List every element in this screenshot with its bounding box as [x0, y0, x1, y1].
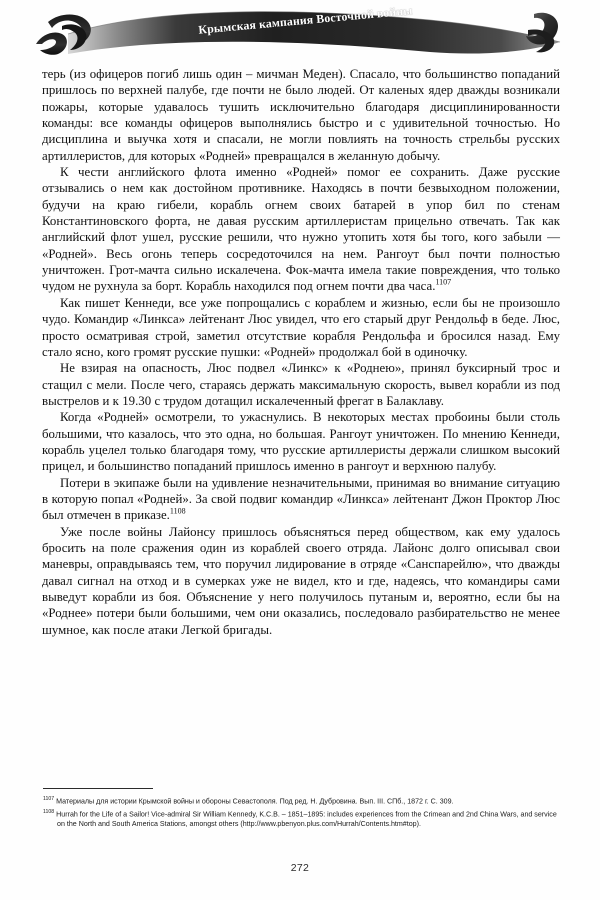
paragraph-towline — [42, 360, 560, 409]
paragraph-text: К чести английского флота именно «Родней» помог ее сохранить. Даже русские отзывались о нем как достойном противнике. Находясь в почти безвыходном положении, будучи на краю гибели, корабль огнем своих батарей в упор бил по стенам Константиновского форта, не давая русским артиллеристам прицельно отвечать. Так как английский флот ушел, русские решили, что нужно утопить хотя бы того, кого забыли — «Родней». Весь огонь теперь сосредоточился на нем. Рангоут был почти полностью уничтожен. Грот-мачта сильно искалечена. Фок-мачта имела такие повреждения, что только чудом не рухнула за борт. Корабль находился под огнем почти два часа. — [42, 165, 560, 294]
paragraph-inspection — [42, 409, 560, 474]
paragraph-continued — [42, 66, 560, 164]
ribbon-band — [68, 12, 560, 54]
paragraph-text: Не взирая на опасность, Люс подвел «Линкс» к «Роднею», принял буксирный трос и стащил с мели. После чего, стараясь держать максимальную скорость, вывел корабли из под выстрелов и к 19.30 с трудом дотащил искалеченный фрегат в Балаклаву. — [42, 361, 560, 408]
footnote-text: Материалы для истории Крымской войны и обороны Севастополя. Под ред. Н. Дубровина. Вып. III. СПб., 1872 г. С. 309. — [56, 797, 454, 806]
footnote-number: 1107 — [43, 796, 55, 802]
ribbon-banner-graphic — [0, 0, 600, 62]
paragraph-text: Потери в экипаже были на удивление незначительными, принимая во внимание ситуацию в которую попал «Родней». За свой подвиг командир «Линкса» лейтенант Джон Проктор Люс был отмечен в приказе. — [42, 475, 560, 523]
page-header-banner — [0, 0, 600, 62]
paragraph-casualties — [42, 475, 560, 524]
footnote-ref-1107[interactable]: 1107 — [435, 278, 452, 288]
paragraph-text: Уже после войны Лайонсу пришлось объясняться перед обществом, как ему удалось бросить на поле сражения один из кораблей своего отряда. Лайонс долго описывал свои маневры, оправдываясь тем, что поручил лидирование в отряде «Санспарейлю», что дважды давал сигнал на отход и в сумерках уже не видел, кто и где, надеясь, что командиры сами выведут корабли из боя. Объяснение у него получилось путаным и, вероятно, если бы на «Роднее» потери были большими, чем они оказались, последовало разбирательство не менее шумное, как после атаки Легкой бригады. — [42, 524, 560, 637]
paragraph-text: Как пишет Кеннеди, все уже попрощались с кораблем и жизнью, если бы не произошло чудо. Командир «Линкса» лейтенант Люс увидел, что его старый друг Рендольф в беде. Люс, просто осматривая строй, заметил отсутствие корабля Рендольфа и бросился назад. Ему стало ясно, кого громят русские пушки: «Родней» продолжал бой в одиночку. — [42, 295, 560, 359]
page-body — [42, 66, 560, 638]
footnote-list — [43, 795, 563, 831]
paragraph-text: терь (из офицеров погиб лишь один – мичман Меден). Спасало, что большинство попаданий пришлось по верхней палубе, где почти не было людей. От каленых ядер дважды возникали пожары, которые удавалось тушить исключительно благодаря дисциплинированности команды: все команды офицеров выполнялись быстро и с удивительной точностью. Но дисциплина и выучка хотя и спасали, не могли повлиять на точность стрельбы русских артиллеристов, для которых «Родней» превращался в желанную добычу. — [42, 67, 560, 163]
footnote-1108 — [43, 808, 563, 830]
footnote-1107 — [43, 795, 563, 807]
paragraph-kennedy — [42, 295, 560, 360]
paragraph-text: Когда «Родней» осмотрели, то ужаснулись. В некоторых местах пробоины были столь большими, что казалось, что это одна, но большая. Рангоут уничтожен. По мнению Кеннеди, корабль уцелел только благодаря тому, что русские артиллеристы держали слишком высокий прицел, и большинство попаданий пришлось именно в рангоут и верхнюю палубу. — [42, 410, 560, 474]
footnote-ref-1108[interactable]: 1108 — [169, 507, 186, 516]
paragraph-rodney-saved — [42, 164, 560, 295]
footnote-text: Hurrah for the Life of a Sailor! Vice-admiral Sir William Kennedy, K.C.B. – 1851–1895: includes experiences from the Crimean and 2nd China Wars, and service on the North and South America Stations, amongst others (http://www.pbenyon.plus.com/Hurrah/Contents.htm#top). — [56, 810, 557, 828]
page-number: 272 — [290, 862, 310, 874]
footnote-separator — [43, 788, 153, 789]
banner-title-text: Крымская кампания Восточной войны — [197, 3, 414, 37]
paragraph-lyons — [42, 524, 560, 638]
footnote-number: 1108 — [43, 808, 55, 815]
